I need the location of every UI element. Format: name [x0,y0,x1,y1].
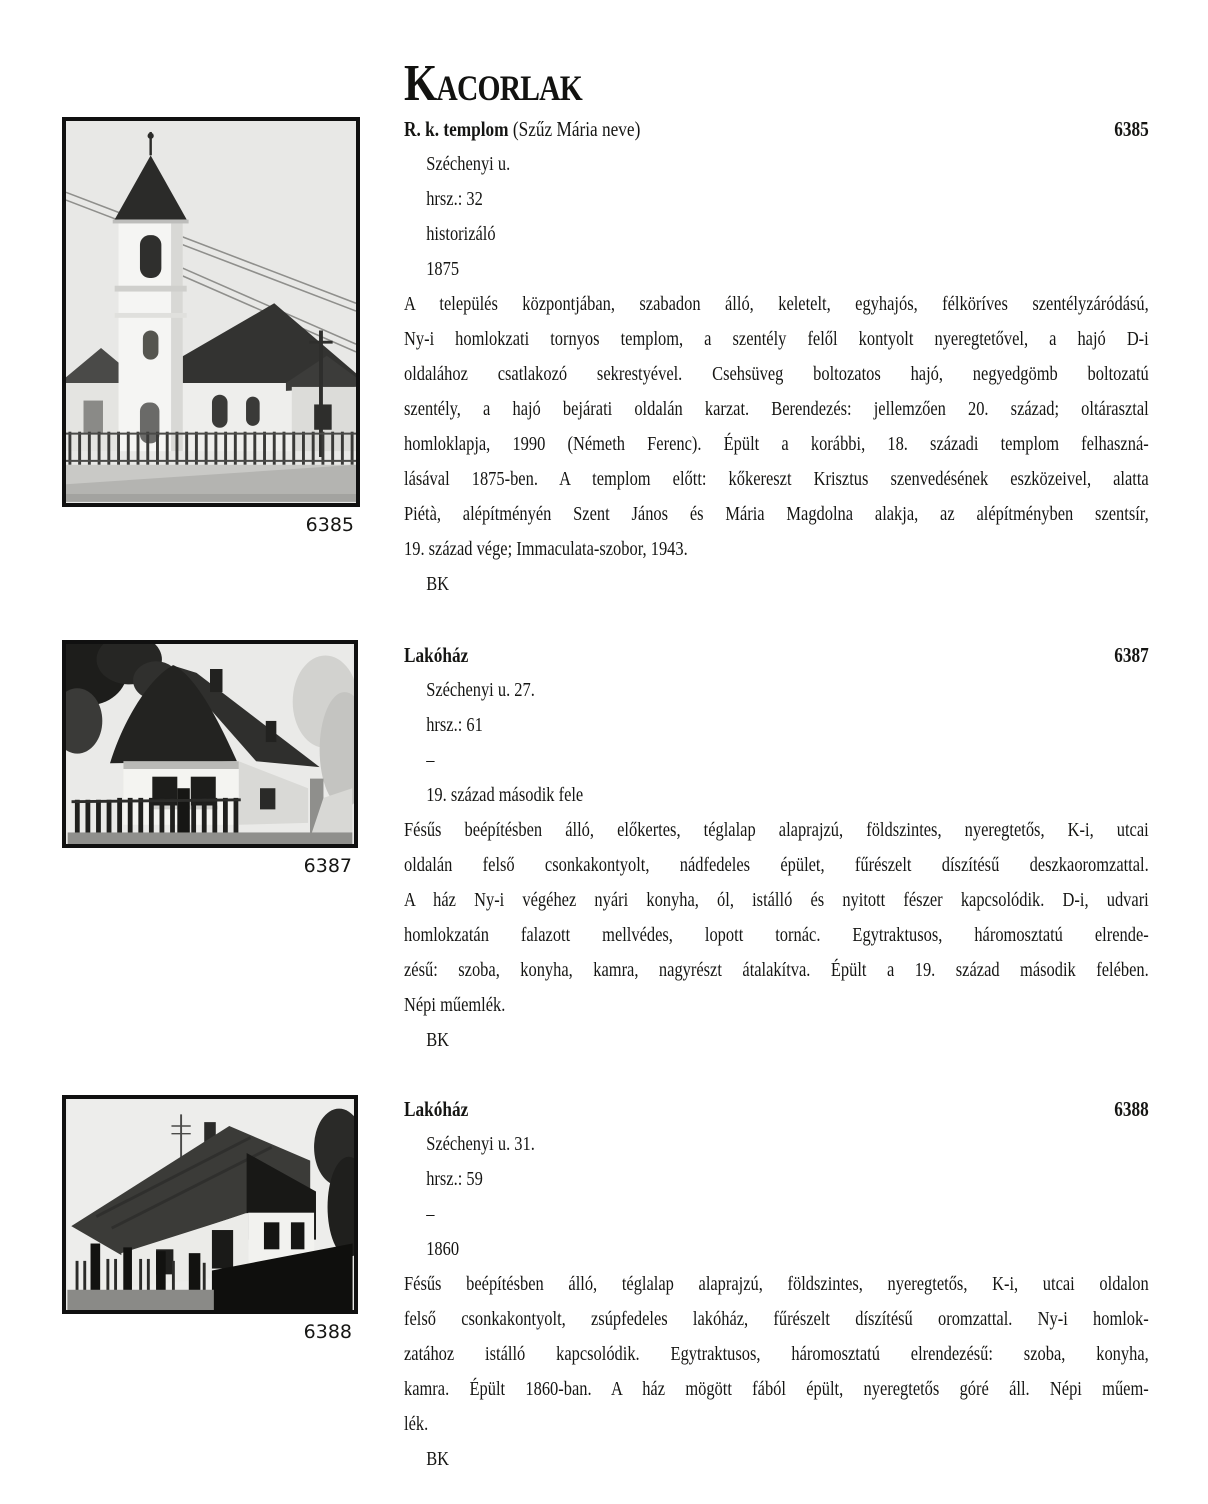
photo-caption: 6388 [303,1321,352,1343]
detail-style: – [426,1203,435,1225]
photo-frame [62,117,360,507]
detail-street: Széchenyi u. 31. [426,1133,535,1155]
entry-signature: BK [426,1029,450,1051]
paragraph-line: kamra. Épült 1860-ban. A ház mögött fából épült, nyeregtetős góré áll. Népi műem- [404,1378,1149,1400]
photo-house-6388 [62,1095,358,1343]
entry-title [404,1092,468,1127]
paragraph-line: Fésűs beépítésben álló, téglalap alaprajzú, földszintes, nyeregtetős, K-i, utcai oldalon [404,1273,1149,1295]
paragraph-line: A ház Ny-i végéhez nyári konyha, ól, istálló és nyitott fészer kapcsolódik. D-i, udvari [404,889,1149,911]
paragraph-line: oldalához csatlakozó sekrestyével. Csehsüveg boltozatos hajó, negyedgömb boltozatú [404,363,1149,385]
entry-6385 [404,112,1149,602]
house-photo-image [66,644,354,844]
detail-street: Széchenyi u. 27. [426,679,535,701]
entry-title-main: Lakóház [404,643,469,667]
entry-title [404,112,640,147]
photo-house-6387 [62,640,358,877]
paragraph-line: homlokzatán falazott mellvédes, lopott tornác. Egytraktusos, háromosztatú elrende- [404,924,1149,946]
photo-church-6385 [62,117,360,536]
paragraph-line: A település központjában, szabadon álló, keletelt, egyhajós, félköríves szentélyzáródású, [404,293,1149,315]
detail-year: 1875 [426,258,460,280]
paragraph-line: Piétà, alépítményén Szent János és Mária Magdolna alakja, az alépítményben szentsír, [404,503,1149,525]
entry-number: 6385 [1114,117,1149,141]
entry-signature: BK [426,1448,450,1470]
entry-signature: BK [426,573,450,595]
paragraph-line: Ny-i homlokzati tornyos templom, a szentély felől kontyolt nyeregtetővel, a hajó D-i [404,328,1149,350]
paragraph-line: lék. [404,1413,429,1435]
detail-year: 1860 [426,1238,460,1260]
paragraph-line: zatához istálló kapcsolódik. Egytraktusos, háromosztatú elrendezésű: szoba, konyha, [404,1343,1149,1365]
entry-number: 6388 [1114,1097,1149,1121]
entry-6388 [404,1092,1149,1477]
detail-street: Széchenyi u. [426,153,511,175]
entry-title-suffix: (Szűz Mária neve) [508,117,641,141]
photo-frame [62,640,358,848]
entry-title [404,638,468,673]
paragraph-line: oldalán felső csonkakontyolt, nádfedeles épület, fűrészelt díszítésű deszkaoromzattal. [404,854,1149,876]
detail-year: 19. század második fele [426,784,584,806]
entry-header [404,638,1149,673]
entry-title-main: R. k. templom [404,117,509,141]
entry-header [404,1092,1149,1127]
paragraph-line: Népi műemlék. [404,994,506,1016]
page-title: Kacorlak [404,54,582,112]
paragraph-line: Fésűs beépítésben álló, előkertes, téglalap alaprajzú, földszintes, nyeregtetős, K-i, utcai [404,819,1149,841]
photo-caption: 6387 [303,855,352,877]
detail-hrsz: hrsz.: 32 [426,188,483,210]
paragraph-line: homloklapja, 1990 (Németh Ferenc). Épült a korábbi, 18. századi templom felhaszná- [404,433,1149,455]
text-column [404,0,1149,1504]
detail-hrsz: hrsz.: 61 [426,714,483,736]
detail-style: – [426,749,435,771]
entry-title-main: Lakóház [404,1097,469,1121]
paragraph-line: felső csonkakontyolt, zsúpfedeles lakóház, fűrészelt díszítésű oromzattal. Ny-i homlok- [404,1308,1149,1330]
paragraph-line: zésű: szoba, konyha, kamra, nagyrészt átalakítva. Épült a 19. század második felében. [404,959,1149,981]
detail-hrsz: hrsz.: 59 [426,1168,483,1190]
paragraph-line: lásával 1875-ben. A templom előtt: kőkereszt Krisztus szenvedésének eszközeivel, alatta [404,468,1149,490]
photo-frame [62,1095,358,1314]
photo-caption: 6385 [305,514,354,536]
paragraph-line: 19. század vége; Immaculata-szobor, 1943. [404,538,688,560]
paragraph-line: szentély, a hajó bejárati oldalán karzat. Berendezés: jellemzően 20. század; oltárasztal [404,398,1149,420]
entry-6387 [404,638,1149,1058]
church-photo-image [66,121,356,503]
house-photo-image [66,1099,354,1310]
detail-style: historizáló [426,223,496,245]
entry-number: 6387 [1114,643,1149,667]
entry-header [404,112,1149,147]
